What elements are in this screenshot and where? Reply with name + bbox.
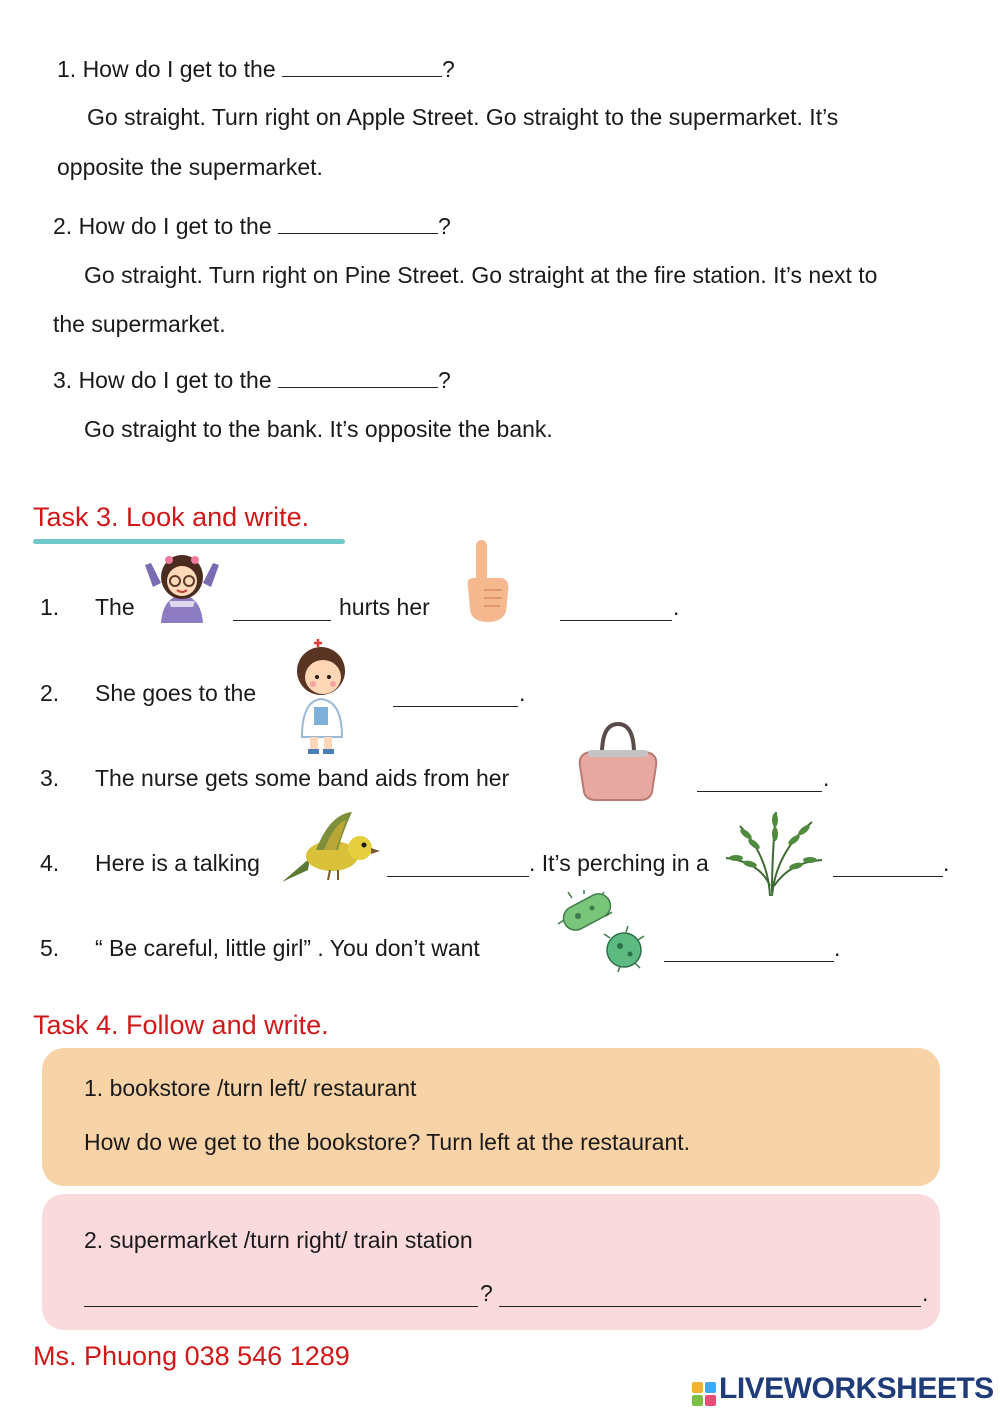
t3-item5-number: 5. <box>40 935 60 961</box>
nurse-picture-icon <box>288 637 354 755</box>
girl-picture-icon <box>143 551 221 623</box>
q1-answer-line1: Go straight. Turn right on Apple Street. Go straight to the supermarket. It’s <box>87 104 839 130</box>
t3-item5-text: “ Be careful, little girl” . You don’t want <box>95 935 480 961</box>
t3-item2-text: She goes to the <box>95 680 257 706</box>
teacher-contact: Ms. Phuong 038 546 1289 <box>33 1341 350 1371</box>
q3-question: 3. How do I get to the <box>53 367 272 393</box>
q3-blank[interactable] <box>278 369 438 388</box>
task3-title-underline <box>33 539 345 544</box>
t3-item2-number: 2. <box>40 680 60 706</box>
q1-answer-line2: opposite the supermarket. <box>57 154 323 180</box>
task4-question-blank[interactable] <box>84 1288 478 1307</box>
handbag-picture-icon <box>574 720 662 802</box>
t3-item5-blank[interactable] <box>664 943 834 962</box>
t3-item3-text: The nurse gets some band aids from her <box>95 765 510 791</box>
t3-item3-period: . <box>823 765 830 791</box>
task4-answer-period: . <box>922 1280 929 1306</box>
t3-item4-blank1[interactable] <box>387 858 529 877</box>
finger-picture-icon <box>462 538 512 624</box>
germs-picture-icon <box>554 890 646 974</box>
q1-question: 1. How do I get to the <box>57 56 276 82</box>
q2-question: 2. How do I get to the <box>53 213 272 239</box>
bird-picture-icon <box>280 810 382 890</box>
t3-item5-period: . <box>834 935 841 961</box>
t3-item1-period: . <box>673 594 680 620</box>
t3-item1-text-b: hurts her <box>339 594 430 620</box>
task4-exercise-prompt: 2. supermarket /turn right/ train station <box>84 1227 473 1253</box>
fern-tree-picture-icon <box>720 806 826 900</box>
liveworksheets-logo-text: LIVEWORKSHEETS <box>719 1372 994 1405</box>
q3-question-line: 3. How do I get to the ? <box>53 367 451 393</box>
task4-exercise-box <box>42 1194 940 1330</box>
t3-item1-blank1[interactable] <box>233 602 331 621</box>
t3-item2-blank[interactable] <box>393 688 518 707</box>
t3-item4-blank2[interactable] <box>833 858 943 877</box>
task4-example-answer: How do we get to the bookstore? Turn left at the restaurant. <box>84 1129 691 1155</box>
t3-item1-number: 1. <box>40 594 60 620</box>
task4-title: Task 4. Follow and write. <box>33 1010 329 1040</box>
t3-item1-text-a: The <box>95 594 135 620</box>
t3-item4-text-b: . It’s perching in a <box>529 850 709 876</box>
q1-blank[interactable] <box>282 58 442 77</box>
task4-example-box <box>42 1048 940 1186</box>
task4-example-prompt: 1. bookstore /turn left/ restaurant <box>84 1075 417 1101</box>
t3-item1-blank2[interactable] <box>560 602 672 621</box>
task4-question-mark: ? <box>480 1280 493 1306</box>
t3-item4-text-a: Here is a talking <box>95 850 260 876</box>
liveworksheets-logo <box>692 1372 994 1406</box>
t3-item2-period: . <box>519 680 526 706</box>
q1-question-line: 1. How do I get to the ? <box>57 56 455 82</box>
q2-question-line: 2. How do I get to the ? <box>53 213 451 239</box>
liveworksheets-logo-icon <box>692 1382 716 1406</box>
q3-answer-line1: Go straight to the bank. It’s opposite the bank. <box>84 416 553 442</box>
t3-item4-number: 4. <box>40 850 60 876</box>
q2-answer-line2: the supermarket. <box>53 311 226 337</box>
q2-blank[interactable] <box>278 215 438 234</box>
task4-answer-blank[interactable] <box>499 1288 921 1307</box>
t3-item3-blank[interactable] <box>697 773 822 792</box>
t3-item3-number: 3. <box>40 765 60 791</box>
t3-item4-period: . <box>943 850 950 876</box>
task3-title: Task 3. Look and write. <box>33 502 310 532</box>
q2-answer-line1: Go straight. Turn right on Pine Street. Go straight at the fire station. It’s next to <box>84 262 878 288</box>
